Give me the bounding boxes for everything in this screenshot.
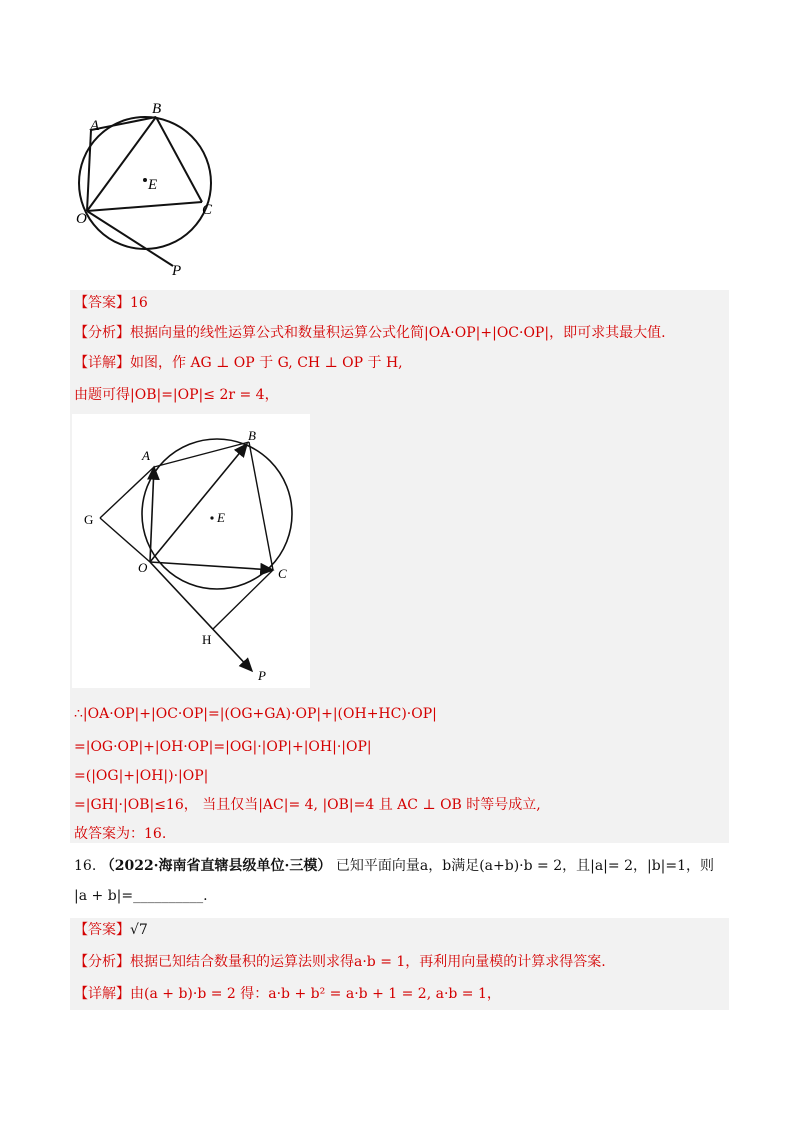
q16-detail-tag: 【详解】 [74, 986, 130, 1002]
q16-detail-line [74, 984, 501, 1004]
q15-analysis-text: 根据向量的线性运算公式和数量积运算公式化简|OA·OP|+|OC·OP|，即可求其最大值. [130, 325, 666, 341]
q15-analysis-line [74, 323, 666, 343]
fig2-label-p: P [258, 668, 266, 683]
fig2-label-g: G [84, 512, 94, 527]
fig2-label-a: A [142, 448, 150, 463]
fig2-label-b: B [248, 428, 256, 443]
q16-answer-line [74, 920, 148, 940]
q15-analysis-tag: 【分析】 [74, 325, 130, 341]
fig1-label-e: E [148, 177, 158, 193]
fig1-label-b: B [152, 101, 162, 117]
q15-detail-tag: 【详解】 [74, 355, 130, 371]
q15-answer-tag: 【答案】 [74, 295, 130, 311]
q15-derivation-2: =|OG·OP|+|OH·OP|=|OG|·|OP|+|OH|·|OP| [74, 739, 372, 755]
fig1-label-c: C [202, 202, 213, 218]
fig1-label-a: A [90, 118, 100, 134]
q16-answer-tag: 【答案】 [74, 922, 130, 938]
q15-derivation-1: ∴|OA·OP|+|OC·OP|=|(OG+GA)·OP|+|(OH+HC)·OP| [74, 706, 437, 722]
q16-number: 16. [74, 858, 97, 874]
figure-projection [72, 414, 310, 688]
q15-given-line: 由题可得|OB|=|OP|≤ 2r = 4， [74, 387, 279, 403]
fig2-label-h: H [202, 632, 212, 647]
fig2-label-o: O [138, 560, 148, 575]
q15-answer-line [74, 293, 148, 313]
q16-stem: 已知平面向量a，b满足(a+b)·b = 2，且|a|= 2，|b|=1，则 [335, 858, 715, 874]
q15-answer-value: 16 [130, 295, 148, 311]
q16-stem2: |a + b|=__________. [74, 888, 208, 904]
q16-analysis-text: 根据已知结合数量积的运算法则求得a·b = 1，再利用向量模的计算求得答案. [130, 954, 606, 970]
fig1-label-o: O [76, 211, 87, 227]
q16-analysis-line [74, 952, 606, 972]
fig2-label-c: C [278, 566, 287, 581]
q16-stem-line [74, 856, 714, 876]
q15-detail-text: 如图，作 AG ⊥ OP 于 G, CH ⊥ OP 于 H, [130, 355, 403, 371]
q15-detail-line [74, 353, 403, 373]
q16-source: （2022·海南省直辖县级单位·三模） [100, 858, 332, 874]
q16-detail-text: 由(a + b)·b = 2 得：a·b + b² = a·b + 1 = 2, a·b = 1， [130, 986, 501, 1002]
fig2-label-e: E [217, 510, 225, 525]
fig1-label-p: P [172, 263, 182, 279]
figure-circle-triangle [60, 95, 240, 285]
q16-analysis-tag: 【分析】 [74, 954, 130, 970]
q16-answer-value: √7 [130, 922, 148, 938]
q15-conclusion: 故答案为：16. [74, 826, 167, 842]
q15-derivation-3: =(|OG|+|OH|)·|OP| [74, 768, 209, 784]
q15-derivation-4: =|GH|·|OB|≤16， 当且仅当|AC|= 4, |OB|=4 且 AC ⊥ OB 时等号成立, [74, 797, 541, 813]
